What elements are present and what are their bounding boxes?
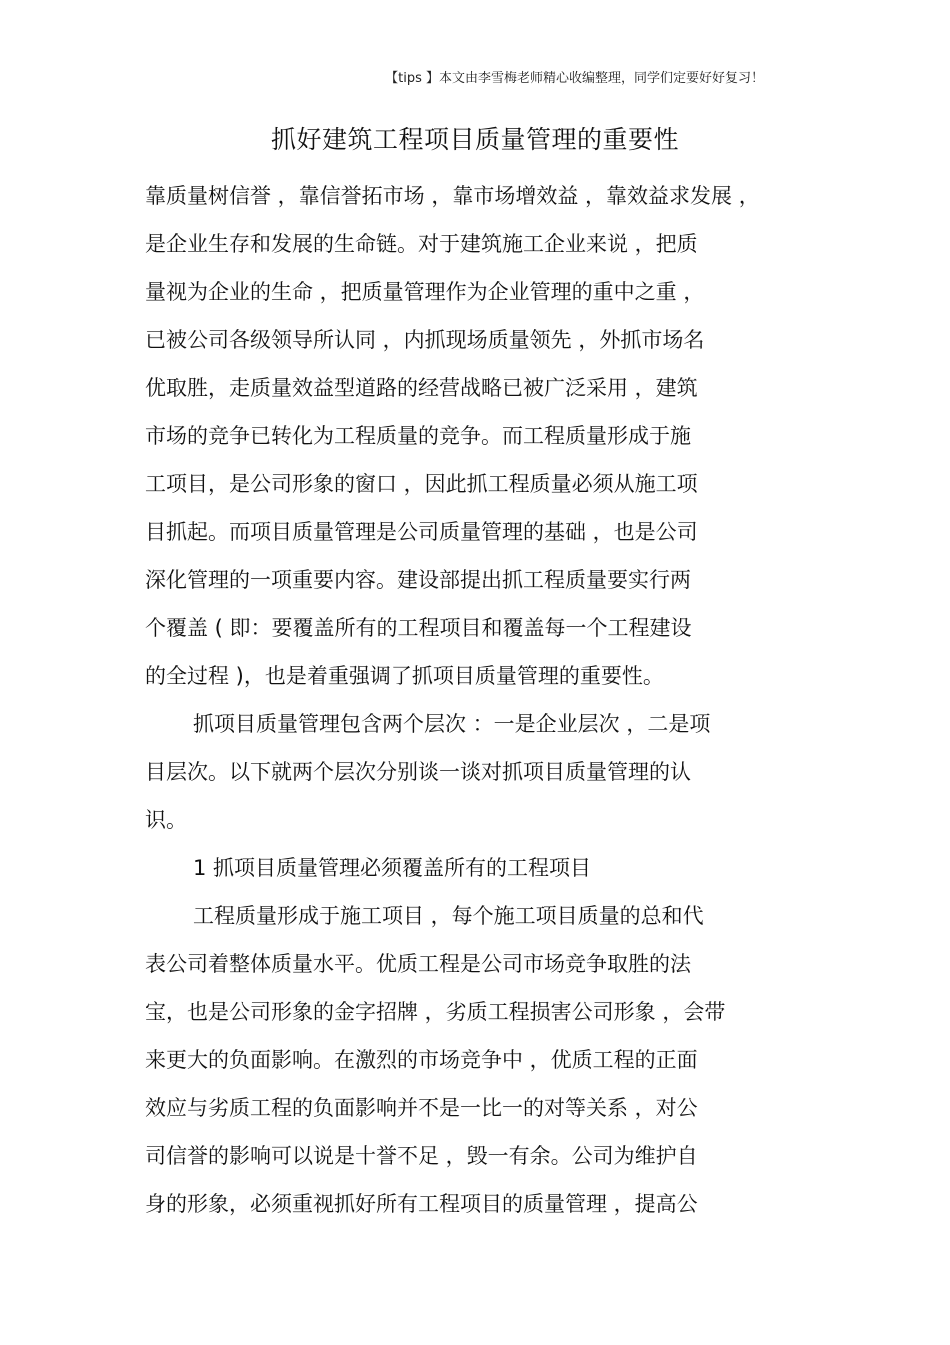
tips-header: 【tips 】本文由李雪梅老师精心收编整理，同学们定要好好复习！ <box>385 71 764 86</box>
body-line: 抓项目质量管理包含两个层次 ：一是企业层次 ，二是项 <box>193 712 711 736</box>
body-line: 目层次。以下就两个层次分别谈一谈对抓项目质量管理的认 <box>145 760 691 784</box>
body-line: 靠质量树信誉 ，靠信誉拓市场 ，靠市场增效益 ，靠效益求发展 ， <box>145 184 760 208</box>
body-line: 是企业生存和发展的生命链。对于建筑施工企业来说 ，把质 <box>145 232 698 256</box>
body-line: 量视为企业的生命 ，把质量管理作为企业管理的重中之重 ， <box>145 280 705 304</box>
section-heading: 1 抓项目质量管理必须覆盖所有的工程项目 <box>193 856 592 880</box>
body-line: 宝，也是公司形象的金字招牌 ，劣质工程损害公司形象 ，会带 <box>145 1000 726 1024</box>
body-line: 已被公司各级领导所认同 ，内抓现场质量领先 ，外抓市场名 <box>145 328 705 352</box>
body-line: 来更大的负面影响。在激烈的市场竞争中 ，优质工程的正面 <box>145 1048 698 1072</box>
document-title: 抓好建筑工程项目质量管理的重要性 <box>270 125 679 154</box>
body-line: 司信誉的影响可以说是十誉不足 ，毁一有余。公司为维护自 <box>145 1144 698 1168</box>
body-line: 个覆盖 ( 即：要覆盖所有的工程项目和覆盖每一个工程建设 <box>145 616 692 640</box>
body-line: 身的形象，必须重视抓好所有工程项目的质量管理 ，提高公 <box>145 1192 698 1216</box>
body-line: 目抓起。而项目质量管理是公司质量管理的基础 ，也是公司 <box>145 520 698 544</box>
body-line: 的全过程 )，也是着重强调了抓项目质量管理的重要性。 <box>145 664 664 688</box>
body-line: 优取胜，走质量效益型道路的经营战略已被广泛采用 ，建筑 <box>145 376 698 400</box>
body-line: 市场的竞争已转化为工程质量的竞争。而工程质量形成于施 <box>145 424 691 448</box>
body-line: 效应与劣质工程的负面影响并不是一比一的对等关系 ，对公 <box>145 1096 698 1120</box>
body-line: 深化管理的一项重要内容。建设部提出抓工程质量要实行两 <box>145 568 691 592</box>
body-line: 表公司着整体质量水平。优质工程是公司市场竞争取胜的法 <box>145 952 691 976</box>
body-line: 工程质量形成于施工项目 ，每个施工项目质量的总和代 <box>193 904 704 928</box>
body-line: 识。 <box>145 808 187 832</box>
body-line: 工项目，是公司形象的窗口 ，因此抓工程质量必须从施工项 <box>145 472 698 496</box>
